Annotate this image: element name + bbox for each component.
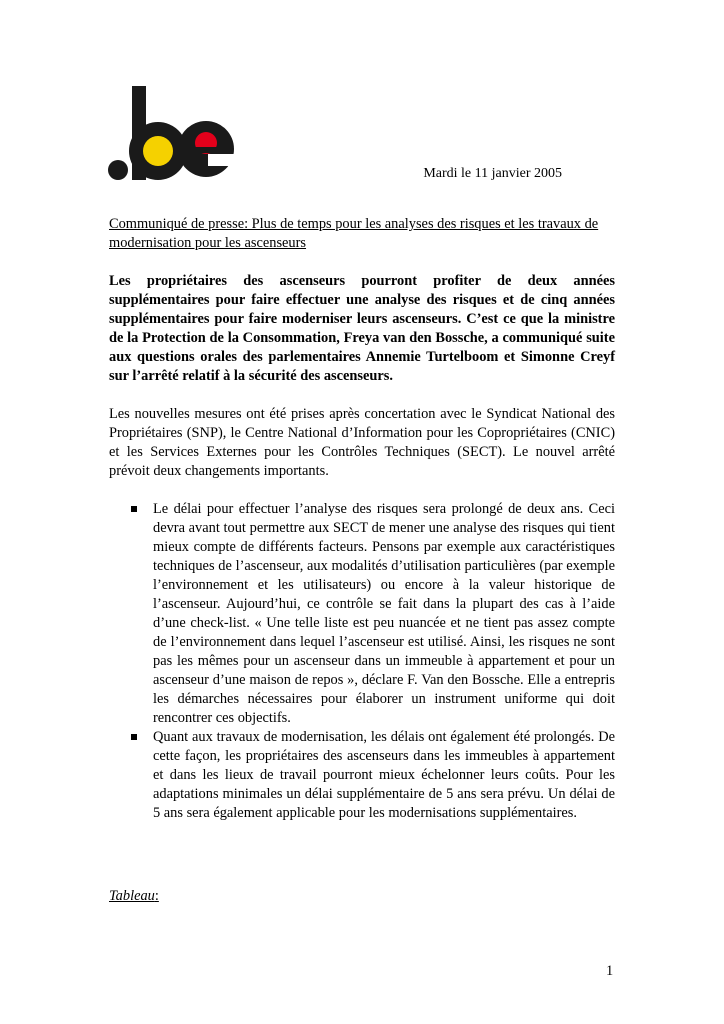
- list-item-text: Quant aux travaux de modernisation, les délais ont également été prolongés. De cette façon, les propriétaires des ascenseurs dans les immeubles à appartement et dans les lieux de travail pourront mieux échelonner leurs coûts. Pour les adaptations minimales un délai supplémentaire de 5 ans sera prévu. Un délai de 5 ans sera également applicable pour les modernisations supplémentaires.: [153, 729, 615, 821]
- intro-paragraph: Les nouvelles mesures ont été prises après concertation avec le Syndicat National des Propriétaires (SNP), le Centre National d’Information pour les Copropriétaires (CNIC) et les Services Externes pour les Contrôles Techniques (SECT). Le nouvel arrêté prévoit deux changements importants.: [109, 406, 615, 479]
- square-bullet-icon: [131, 734, 137, 740]
- list-item-text: Le délai pour effectuer l’analyse des risques sera prolongé de deux ans. Ceci devra avant tout permettre aux SECT de mener une analyse des risques qui tient mieux compte de différents facteurs. Pensons par exemple aux caractéristiques techniques de l’ascenseur, aux modalités d’utilisation particulières (par exemple l’environnement et les utilisateurs) ou encore à la valeur historique de l’ascenseur. Aujourd’hui, ce contrôle se fait dans la plupart des cas à l’aide d’une check-list. « Une telle liste est peu nuancée et ne tient pas assez compte de l’environnement dans lequel l’ascenseur est utilisé. Ainsi, les risques ne sont pas les mêmes pour un ascenseur dans un immeuble à appartement et pour un ascenseur d’une maison de repos », déclare F. Van den Bossche. Elle a entrepris les démarches nécessaires pour élaborer un instrument uniforme qui doit rencontrer ces objectifs.: [153, 501, 615, 726]
- tableau-label: Tableau: [109, 888, 155, 904]
- tableau-heading: [109, 888, 159, 905]
- document-body: [109, 215, 615, 823]
- list-item: [153, 728, 615, 823]
- measures-list: [109, 500, 615, 823]
- press-release-title: Communiqué de presse: Plus de temps pour les analyses des risques et les travaux de modernisation pour les ascenseurs: [109, 216, 599, 251]
- tableau-colon: :: [154, 888, 159, 904]
- press-release-date: Mardi le 11 janvier 2005: [423, 166, 562, 181]
- lead-paragraph: Les propriétaires des ascenseurs pourront profiter de deux années supplémentaires pour faire effectuer une analyse des risques et de cinq années supplémentaires pour faire moderniser leurs ascenseurs. C’est ce que la ministre de la Protection de la Consommation, Freya van den Bossche, a communiqué suite aux questions orales des parlementaires Annemie Turtelboom et Simonne Creyf sur l’arrêté relatif à la sécurité des ascenseurs.: [109, 273, 615, 384]
- be-logo: [108, 86, 238, 182]
- page-number: 1: [606, 963, 614, 979]
- list-item: [153, 500, 615, 728]
- square-bullet-icon: [131, 506, 137, 512]
